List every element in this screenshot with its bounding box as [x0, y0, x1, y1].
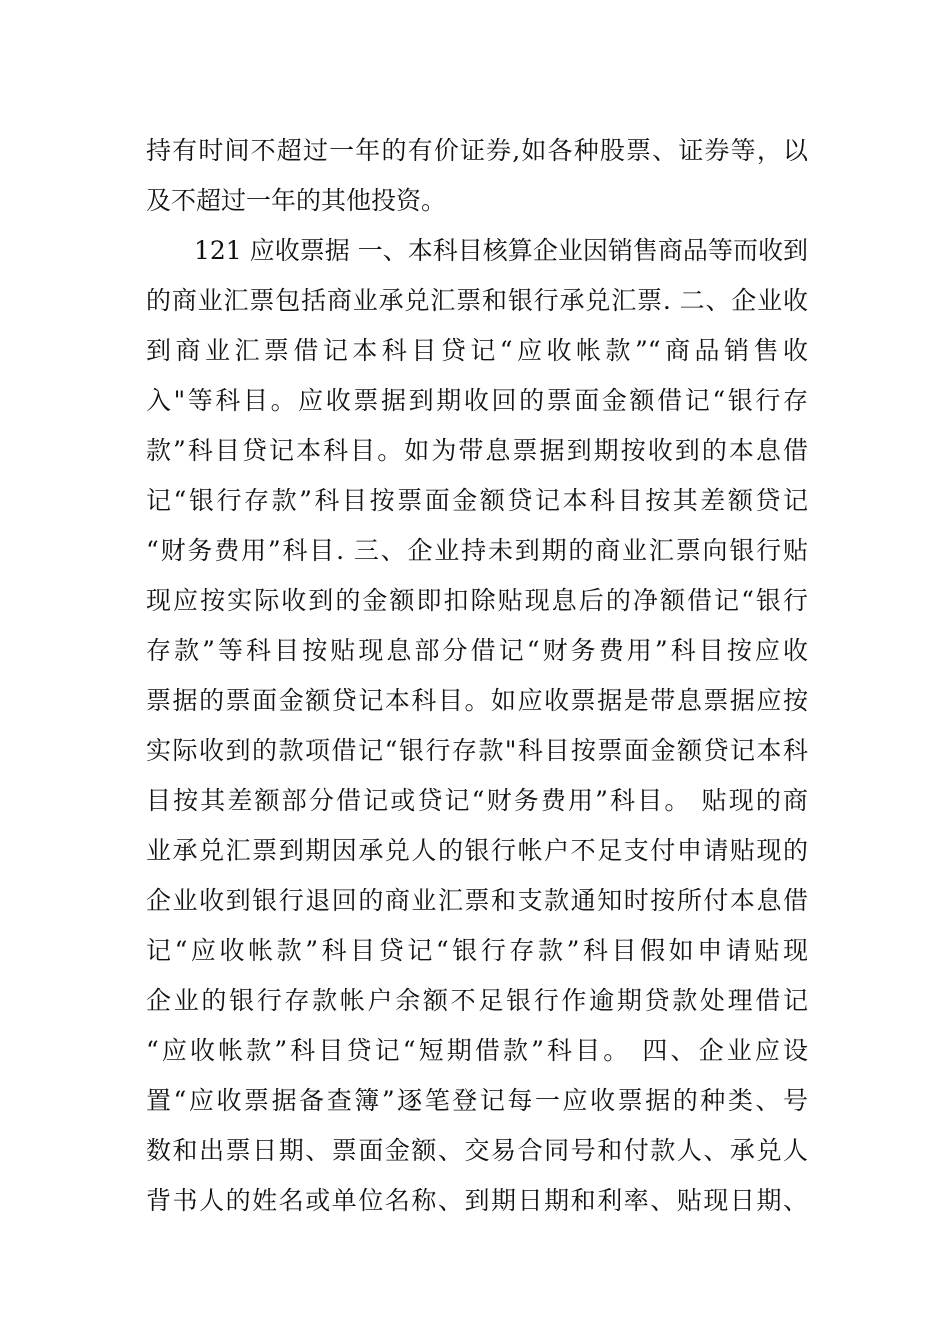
- text-line: “财务费用”科目. 三、企业持未到期的商业汇票向银行贴: [146, 536, 808, 565]
- text-line: 款”科目贷记本科目。如为带息票据到期按收到的本息借: [146, 436, 808, 465]
- text-line: 及不超过一年的其他投资。: [146, 186, 447, 215]
- text-line: 121 应收票据 一、本科目核算企业因销售商品等而收到: [194, 236, 808, 265]
- text-line: 企业收到银行退回的商业汇票和支款通知时按所付本息借: [146, 886, 808, 915]
- text-line: 数和出票日期、票面金额、交易合同号和付款人、承兑人: [146, 1136, 808, 1165]
- text-line: 背书人的姓名或单位名称、到期日期和利率、贴现日期、: [146, 1186, 808, 1215]
- text-line: 业承兑汇票到期因承兑人的银行帐户不足支付申请贴现的: [146, 836, 808, 865]
- text-line: 持有时间不超过一年的有价证券,如各种股票、证券等，以: [146, 136, 808, 165]
- text-line: “应收帐款”科目贷记“短期借款”科目。 四、企业应设: [146, 1036, 808, 1065]
- text-line: 目按其差额部分借记或贷记“财务费用”科目。 贴现的商: [146, 786, 808, 815]
- text-line: 到商业汇票借记本科目贷记“应收帐款”“商品销售收: [146, 336, 808, 365]
- text-line: 记“银行存款”科目按票面金额贷记本科目按其差额贷记: [146, 486, 808, 515]
- text-line: 企业的银行存款帐户余额不足银行作逾期贷款处理借记: [146, 986, 808, 1015]
- text-line: 置“应收票据备查簿”逐笔登记每一应收票据的种类、号: [146, 1086, 808, 1115]
- text-line: 存款”等科目按贴现息部分借记“财务费用”科目按应收: [146, 636, 808, 665]
- text-line: 入"等科目。应收票据到期收回的票面金额借记“银行存: [146, 386, 808, 415]
- text-line: 的商业汇票包括商业承兑汇票和银行承兑汇票. 二、企业收: [146, 286, 808, 315]
- text-line: 记“应收帐款”科目贷记“银行存款”科目假如申请贴现: [146, 936, 808, 965]
- document-body: [146, 126, 808, 1226]
- text-line: 票据的票面金额贷记本科目。如应收票据是带息票据应按: [146, 686, 808, 715]
- text-line: 现应按实际收到的金额即扣除贴现息后的净额借记“银行: [146, 586, 808, 615]
- text-line: 实际收到的款项借记“银行存款"科目按票面金额贷记本科: [146, 736, 808, 765]
